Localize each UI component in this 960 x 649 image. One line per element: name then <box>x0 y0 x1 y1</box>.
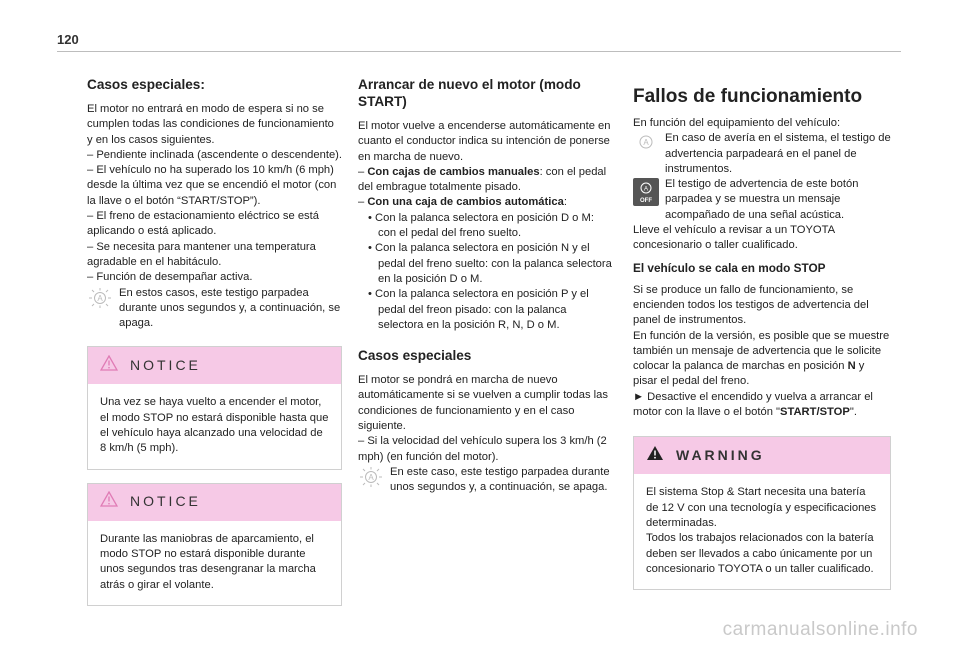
bullet-item: • Con la palanca selectora en posición N y el pedal del freno suelto: con la palanca selectora en la posición D o M. <box>368 242 612 285</box>
indicator-note <box>633 131 891 177</box>
svg-text:A: A <box>643 186 649 193</box>
watermark: carmanualsonline.info <box>722 619 918 640</box>
paragraph-intro: El motor vuelve a encenderse automáticamente en cuanto el conductor indica su intención de ponerse en marcha de nuevo. <box>358 120 611 163</box>
warning-triangle-icon <box>100 491 118 512</box>
bullet-item: • Con la palanca selectora en posición P y el pedal del freon pisado: con la palanca selectora en la posición R, N, D o M. <box>368 288 589 331</box>
column-malfunctions <box>633 76 891 590</box>
paragraph-intro-2: El motor se pondrá en marcha de nuevo automáticamente si se vuelven a cumplir todas las condiciones de funcionamiento y en el caso siguiente. <box>358 374 608 433</box>
list-item: – Si la velocidad del vehículo supera los 3 km/h (2 mph) (en función del motor). <box>358 435 607 463</box>
subsection-title-stall: El vehículo se cala en modo STOP <box>633 260 826 275</box>
section-title-special-cases: Casos especiales: <box>87 77 205 92</box>
list-item: – Se necesita para mantener una temperatura agradable en el habitáculo. <box>87 240 316 268</box>
section-title-malfunctions: Fallos de funcionamiento <box>633 86 863 107</box>
paragraph-after: Lleve el vehículo a revisar a un TOYOTA concesionario o taller cualificado. <box>633 224 835 252</box>
stop-start-indicator-icon <box>633 132 659 152</box>
stop-start-off-button-icon <box>633 178 659 206</box>
svg-text:A: A <box>97 293 103 303</box>
stop-start-indicator-icon <box>358 466 384 488</box>
warning-text-1: El sistema Stop & Start necesita una batería de 12 V con una tecnología y especificaciones determinadas. <box>646 486 877 529</box>
paragraph-intro: El motor no entrará en modo de espera si no se cumplen todas las condiciones de funcionamiento y en los casos siguientes. <box>87 103 334 146</box>
warning-triangle-icon <box>100 355 118 376</box>
page-number: 120 <box>57 32 79 47</box>
svg-text:A: A <box>368 472 374 482</box>
section-title-restart: Arrancar de nuevo el motor (modo START) <box>358 77 581 109</box>
svg-text:OFF: OFF <box>640 198 652 205</box>
column-special-cases <box>87 76 342 606</box>
list-item: – El freno de estacionamiento eléctrico se está aplicando o está aplicado. <box>87 210 319 238</box>
list-item: – Pendiente inclinada (ascendente o descendente). <box>87 148 343 161</box>
warning-text-2: Todos los trabajos relacionados con la batería deben ser llevados a cabo únicamente por un concesionario TOYOTA o un taller cualificado. <box>646 532 874 575</box>
notice-box <box>87 346 342 469</box>
paragraph-intro: En función del equipamiento del vehículo: <box>633 117 841 129</box>
notice-header <box>88 484 341 521</box>
list-item-automatic: – Con una caja de cambios automática: <box>358 196 567 209</box>
section-title-special-cases-2: Casos especiales <box>358 348 472 364</box>
indicator-note <box>358 465 613 496</box>
paragraph: En función de la versión, es posible que se muestre también un mensaje de advertencia que le solicite colocar la palanca de marchas en posición N y pisar el pedal del freno. <box>633 329 890 388</box>
indicator-note-text: En caso de avería en el sistema, el testigo de advertencia parpadeará en el panel de instrumentos. <box>665 132 891 175</box>
warning-text <box>634 474 890 589</box>
warning-header <box>634 437 890 474</box>
list-item: – El vehículo no ha superado los 10 km/h (6 mph) desde la última vez que se encendió el motor (con la llave o el botón “START/STOP”). <box>87 164 337 207</box>
notice-text: Una vez se haya vuelto a encender el motor, el modo STOP no estará disponible hasta que el vehículo haya alcanzado una velocidad de 8 km/h (5 mph). <box>100 396 329 455</box>
header-rule <box>57 51 901 52</box>
indicator-note-text: En estos casos, este testigo parpadea durante unos segundos y, a continuación, se apaga. <box>119 286 341 330</box>
warning-triangle-icon <box>646 445 664 466</box>
stop-start-indicator-icon <box>87 287 113 309</box>
button-indicator-note <box>633 177 891 223</box>
list-item: – Función de desempañar activa. <box>87 271 253 284</box>
action-step: ► Desactive el encendido y vuelva a arrancar el motor con la llave o el botón "START/STOP". <box>633 390 873 419</box>
warning-label: WARNING <box>676 447 765 464</box>
svg-text:A: A <box>643 138 649 148</box>
indicator-note-text: En este caso, este testigo parpadea durante unos segundos y, a continuación, se apaga. <box>390 465 610 494</box>
indicator-note-text: El testigo de advertencia de este botón parpadea y se muestra un mensaje acompañado de una señal acústica. <box>665 178 859 221</box>
indicator-note <box>87 286 342 332</box>
notice-text: Durante las maniobras de aparcamiento, el modo STOP no estará disponible durante unos segundos tras desengranar la marcha atrás o girar el volante. <box>100 532 316 591</box>
column-restart-engine <box>358 76 613 496</box>
list-item-manual: – Con cajas de cambios manuales: con el pedal del embrague totalmente pisado. <box>358 165 607 194</box>
notice-box <box>87 483 342 606</box>
paragraph: Si se produce un fallo de funcionamiento, se encienden todos los testigos de advertencia del panel de instrumentos. <box>633 283 869 327</box>
notice-label: NOTICE <box>130 357 201 374</box>
warning-box <box>633 436 891 590</box>
notice-label: NOTICE <box>130 493 201 510</box>
bullet-item: • Con la palanca selectora en posición D o M: con el pedal del freno suelto. <box>368 211 594 240</box>
notice-header <box>88 347 341 384</box>
